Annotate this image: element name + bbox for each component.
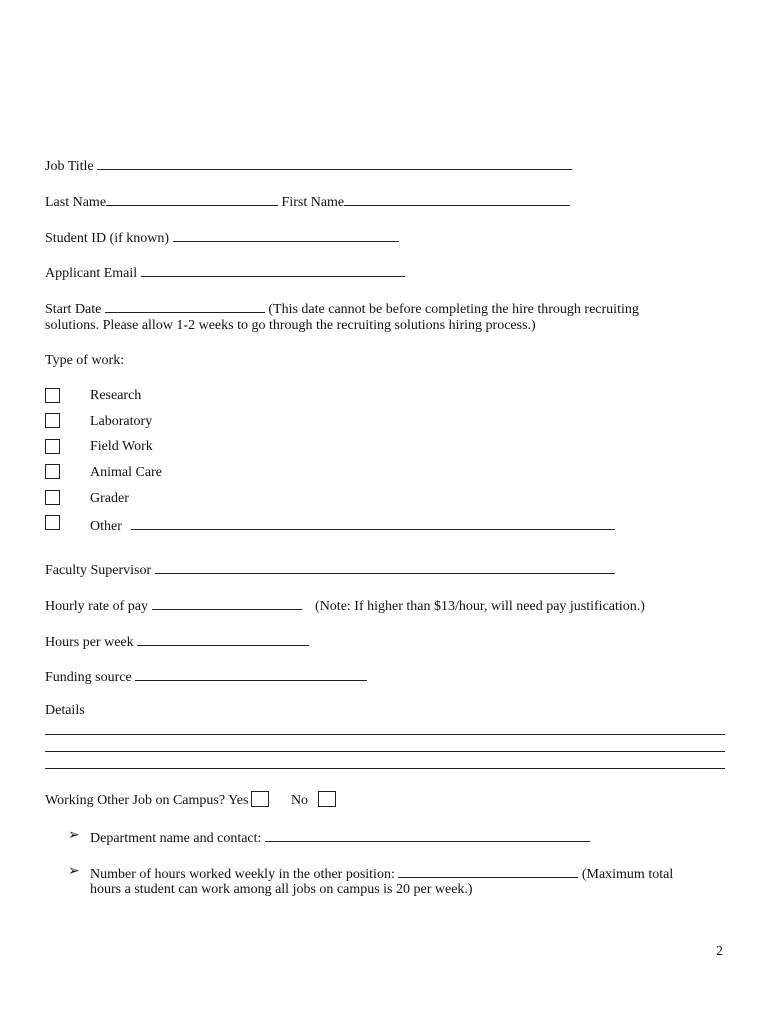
applicant-email-field[interactable] <box>141 262 405 277</box>
faculty-supervisor-label: Faculty Supervisor <box>45 563 152 578</box>
funding-source-label: Funding source <box>45 670 132 685</box>
job-title-field[interactable] <box>97 155 572 170</box>
yes-label: Yes <box>228 793 249 808</box>
other-label: Other <box>90 519 122 534</box>
student-id-row <box>45 227 399 248</box>
details-line-1[interactable] <box>45 734 725 735</box>
department-contact-field[interactable] <box>265 827 590 842</box>
no-label: No <box>290 793 309 808</box>
department-contact-label: Department name and contact: <box>90 831 262 846</box>
start-date-label: Start Date <box>45 302 102 317</box>
grader-label: Grader <box>90 491 129 506</box>
student-id-field[interactable] <box>173 227 399 242</box>
start-date-note: (This date cannot be before completing the hire through recruiting <box>268 302 639 317</box>
other-checkbox[interactable] <box>45 515 60 530</box>
job-title-row <box>45 155 572 176</box>
hours-other-note: (Maximum total <box>581 867 674 882</box>
type-of-work-label: Type of work: <box>45 353 125 368</box>
applicant-email-row <box>45 262 405 283</box>
job-title-label: Job Title <box>45 159 94 174</box>
applicant-email-label: Applicant Email <box>45 266 138 281</box>
other-job-row <box>45 791 336 810</box>
name-row <box>45 191 570 212</box>
last-name-label: Last Name <box>45 195 107 210</box>
faculty-supervisor-row <box>45 559 615 580</box>
animal-care-checkbox[interactable] <box>45 464 60 479</box>
research-label: Research <box>90 388 142 403</box>
student-id-label: Student ID (if known) <box>45 231 170 246</box>
other-job-label: Working Other Job on Campus? <box>45 793 226 808</box>
no-checkbox[interactable] <box>318 791 336 807</box>
hours-per-week-field[interactable] <box>137 631 309 646</box>
hours-per-week-row <box>45 631 309 652</box>
first-name-field[interactable] <box>344 191 570 206</box>
laboratory-label: Laboratory <box>90 414 153 429</box>
page-number: 2 <box>716 944 723 959</box>
bullet-icon: ➢ <box>68 864 80 879</box>
bullet-icon: ➢ <box>68 828 80 843</box>
research-checkbox[interactable] <box>45 388 60 403</box>
hourly-rate-note: (Note: If higher than $13/hour, will need pay justification.) <box>315 599 645 614</box>
animal-care-label: Animal Care <box>90 465 162 480</box>
first-name-label: First Name <box>281 195 345 210</box>
last-name-field[interactable] <box>106 191 278 206</box>
hourly-rate-label: Hourly rate of pay <box>45 599 149 614</box>
hours-other-field[interactable] <box>398 863 578 878</box>
hourly-rate-row <box>45 595 645 616</box>
hourly-rate-field[interactable] <box>152 595 302 610</box>
start-date-row <box>45 298 639 319</box>
funding-source-row <box>45 666 367 687</box>
department-contact-row <box>90 827 590 848</box>
field-work-checkbox[interactable] <box>45 439 60 454</box>
field-work-label: Field Work <box>90 439 153 454</box>
laboratory-checkbox[interactable] <box>45 413 60 428</box>
other-row <box>90 515 615 536</box>
start-date-note-line-2: solutions. Please allow 1-2 weeks to go through the recruiting solutions hiring process.) <box>45 318 536 333</box>
hours-per-week-label: Hours per week <box>45 635 134 650</box>
details-line-3[interactable] <box>45 768 725 769</box>
hours-other-label: Number of hours worked weekly in the other position: <box>90 867 395 882</box>
details-line-2[interactable] <box>45 751 725 752</box>
details-label: Details <box>45 703 85 718</box>
other-field[interactable] <box>131 515 615 530</box>
hours-other-note-line-2: hours a student can work among all jobs on campus is 20 per week.) <box>90 882 473 897</box>
start-date-field[interactable] <box>105 298 265 313</box>
yes-checkbox[interactable] <box>251 791 269 807</box>
grader-checkbox[interactable] <box>45 490 60 505</box>
funding-source-field[interactable] <box>135 666 367 681</box>
faculty-supervisor-field[interactable] <box>155 559 615 574</box>
